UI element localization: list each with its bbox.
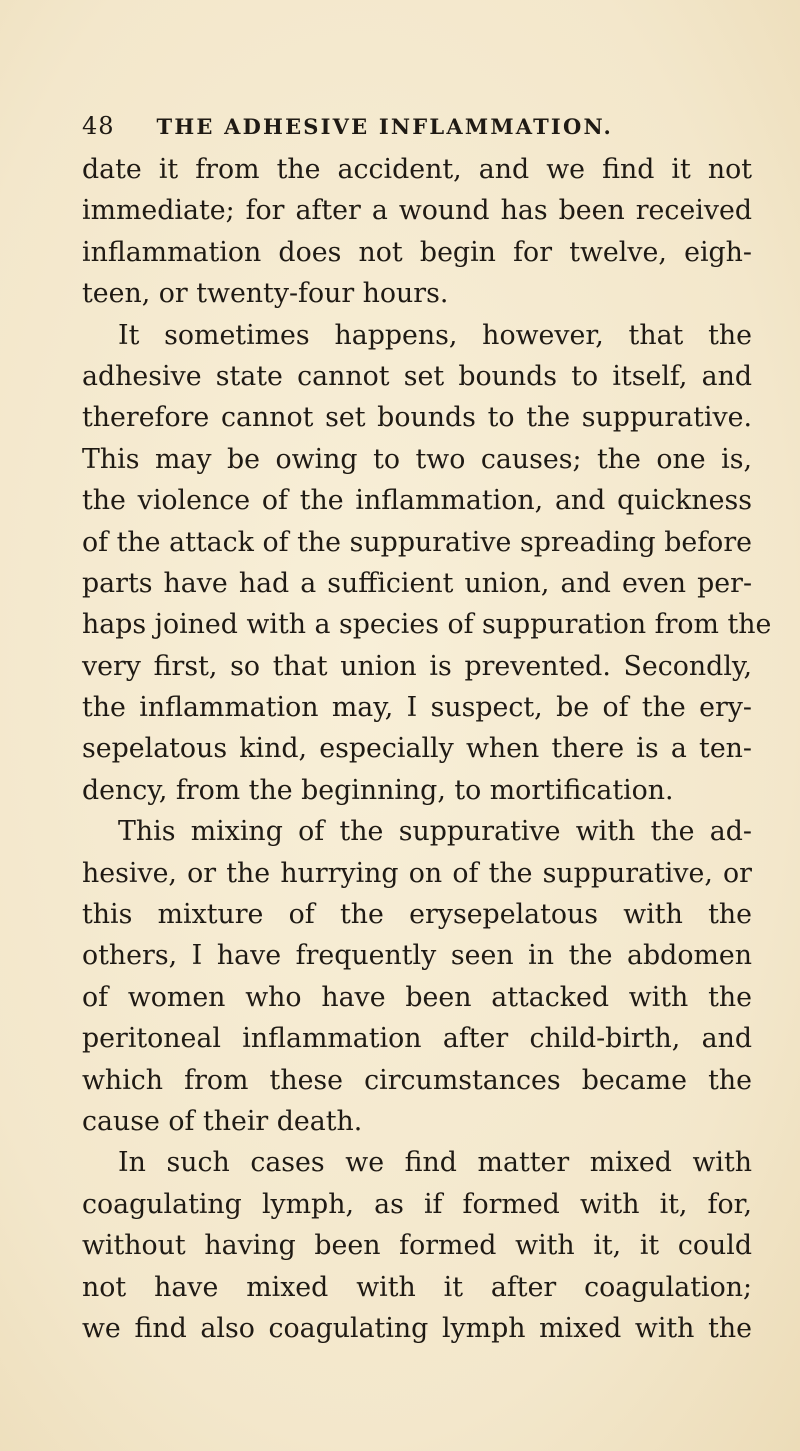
text-line: This mixing of the suppurative with the ad- [118,816,752,848]
text-line: cause of their death. [82,1105,363,1137]
text-line: date it from the accident, and we find it not [82,154,752,185]
text-line: parts have had a sufficient union, and even per- [82,567,752,599]
text-line: we find also coagulating lymph mixed with the [82,1312,752,1344]
text-line: In such cases we find matter mixed with [118,1147,752,1179]
running-head: THE ADHESIVE INFLAMMATION. [156,113,614,139]
body-text [82,149,772,1349]
text-line: of women who have been attacked with the [82,981,752,1013]
text-line: this mixture of the erysepelatous with the [82,899,752,931]
text-line: the violence of the inflammation, and quickness [82,485,752,517]
text-line: It sometimes happens, however, that the [118,319,752,351]
page-number: 48 [82,112,115,140]
text-line: of the attack of the suppurative spreading before [82,526,752,558]
text-line: others, I have frequently seen in the abdomen [82,940,752,972]
text-line: without having been formed with it, it could [82,1230,752,1262]
text-line: sepelatous kind, especially when there is a ten- [82,733,752,765]
text-line: teen, or twenty-four hours. [82,278,449,310]
text-line: therefore cannot set bounds to the suppurative. [82,402,752,434]
text-line: peritoneal inflammation after child-birth, and [82,1023,752,1055]
text-line: not have mixed with it after coagulation; [82,1271,752,1303]
text-line: adhesive state cannot set bounds to itself, and [82,360,752,392]
text-line: haps joined with a species of suppuration from the [82,609,772,641]
text-line: which from these circumstances became the [82,1064,752,1096]
page-header [82,106,722,146]
text-line: This may be owing to two causes; the one is, [82,443,752,475]
text-line: hesive, or the hurrying on of the suppurative, or [82,857,752,889]
text-line: the inflammation may, I suspect, be of the ery- [82,692,752,724]
text-line: very first, so that union is prevented. Secondly, [82,650,752,682]
text-line: coagulating lymph, as if formed with it, for, [82,1188,752,1220]
text-line: inflammation does not begin for twelve, eigh- [82,236,752,268]
text-line: immediate; for after a wound has been received [82,195,752,227]
text-line: dency, from the beginning, to mortification. [82,774,674,806]
